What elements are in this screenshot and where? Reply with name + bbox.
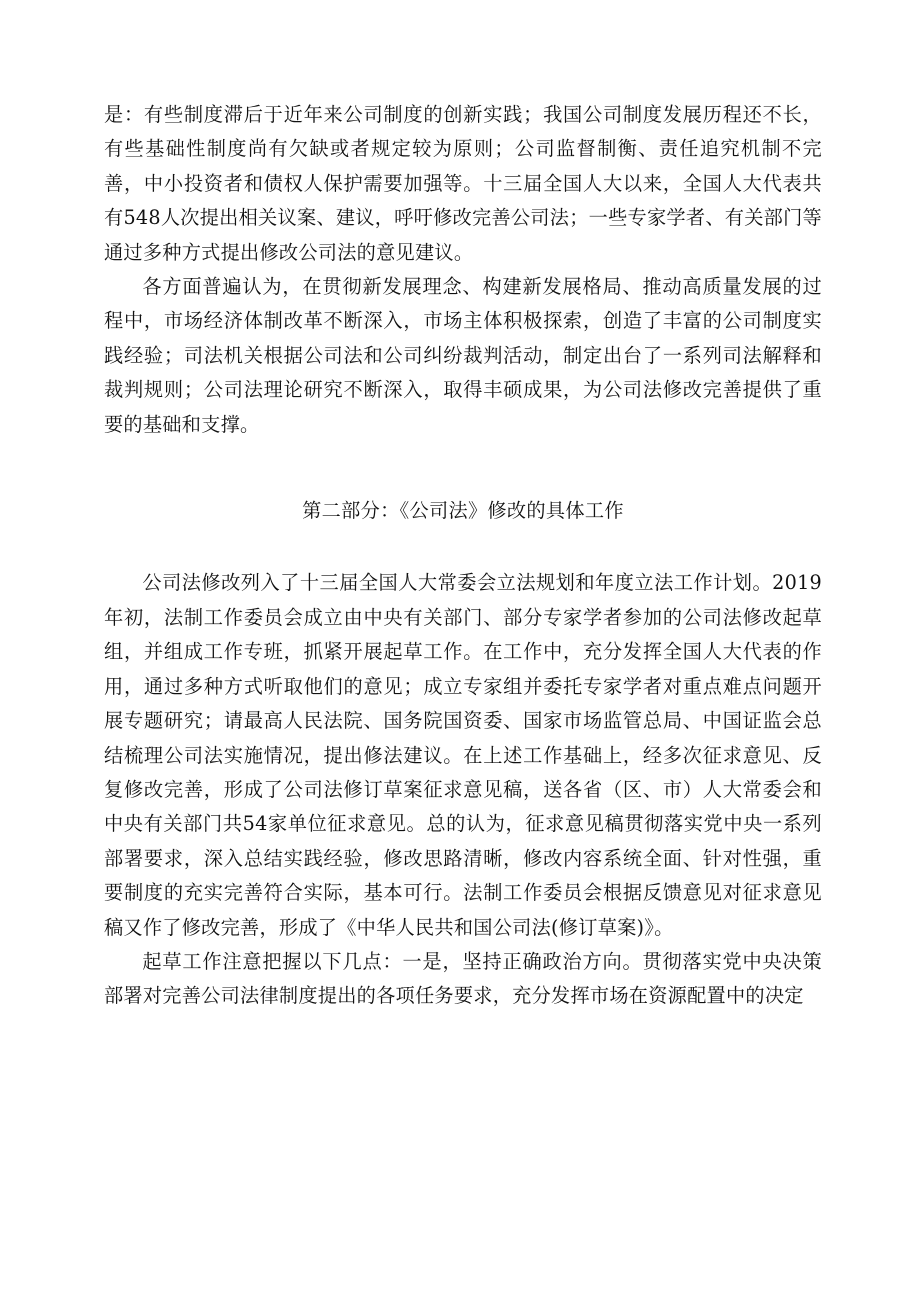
- body-paragraph-4: 起草工作注意把握以下几点：一是，坚持正确政治方向。贯彻落实党中央决策部署对完善公司法律制度提出的各项任务要求，充分发挥市场在资源配置中的决定: [104, 949, 822, 1008]
- body-paragraph-1: 是：有些制度滞后于近年来公司制度的创新实践；我国公司制度发展历程还不长，有些基础性制度尚有欠缺或者规定较为原则；公司监督制衡、责任追究机制不完善，中小投资者和债权人保护需要加强等。十三届全国人大以来，全国人大代表共有548人次提出相关议案、建议，呼吁修改完善公司法；一些专家学者、有关部门等通过多种方式提出修改公司法的意见建议。: [104, 103, 822, 264]
- section-heading: 第二部分：《公司法》修改的具体工作: [302, 499, 624, 523]
- document-body: [104, 98, 822, 1014]
- body-paragraph-3: 公司法修改列入了十三届全国人大常委会立法规划和年度立法工作计划。2019年初，法制工作委员会成立由中央有关部门、部分专家学者参加的公司法修改起草组，并组成工作专班，抓紧开展起草工作。在工作中，充分发挥全国人大代表的作用，通过多种方式听取他们的意见；成立专家组并委托专家学者对重点难点问题开展专题研究；请最高人民法院、国务院国资委、国家市场监管总局、中国证监会总结梳理公司法实施情况，提出修法建议。在上述工作基础上，经多次征求意见、反复修改完善，形成了公司法修订草案征求意见稿，送各省（区、市）人大常委会和中央有关部门共54家单位征求意见。总的认为，征求意见稿贯彻落实党中央一系列部署要求，深入总结实践经验，修改思路清晰，修改内容系统全面、针对性强，重要制度的充实完善符合实际，基本可行。法制工作委员会根据反馈意见对征求意见稿又作了修改完善，形成了《中华人民共和国公司法(修订草案)》。: [104, 571, 822, 939]
- body-paragraph-2: 各方面普遍认为，在贯彻新发展理念、构建新发展格局、推动高质量发展的过程中，市场经济体制改革不断深入，市场主体积极探索，创造了丰富的公司制度实践经验；司法机关根据公司法和公司纠纷裁判活动，制定出台了一系列司法解释和裁判规则；公司法理论研究不断深入，取得丰硕成果，为公司法修改完善提供了重要的基础和支撑。: [104, 275, 822, 436]
